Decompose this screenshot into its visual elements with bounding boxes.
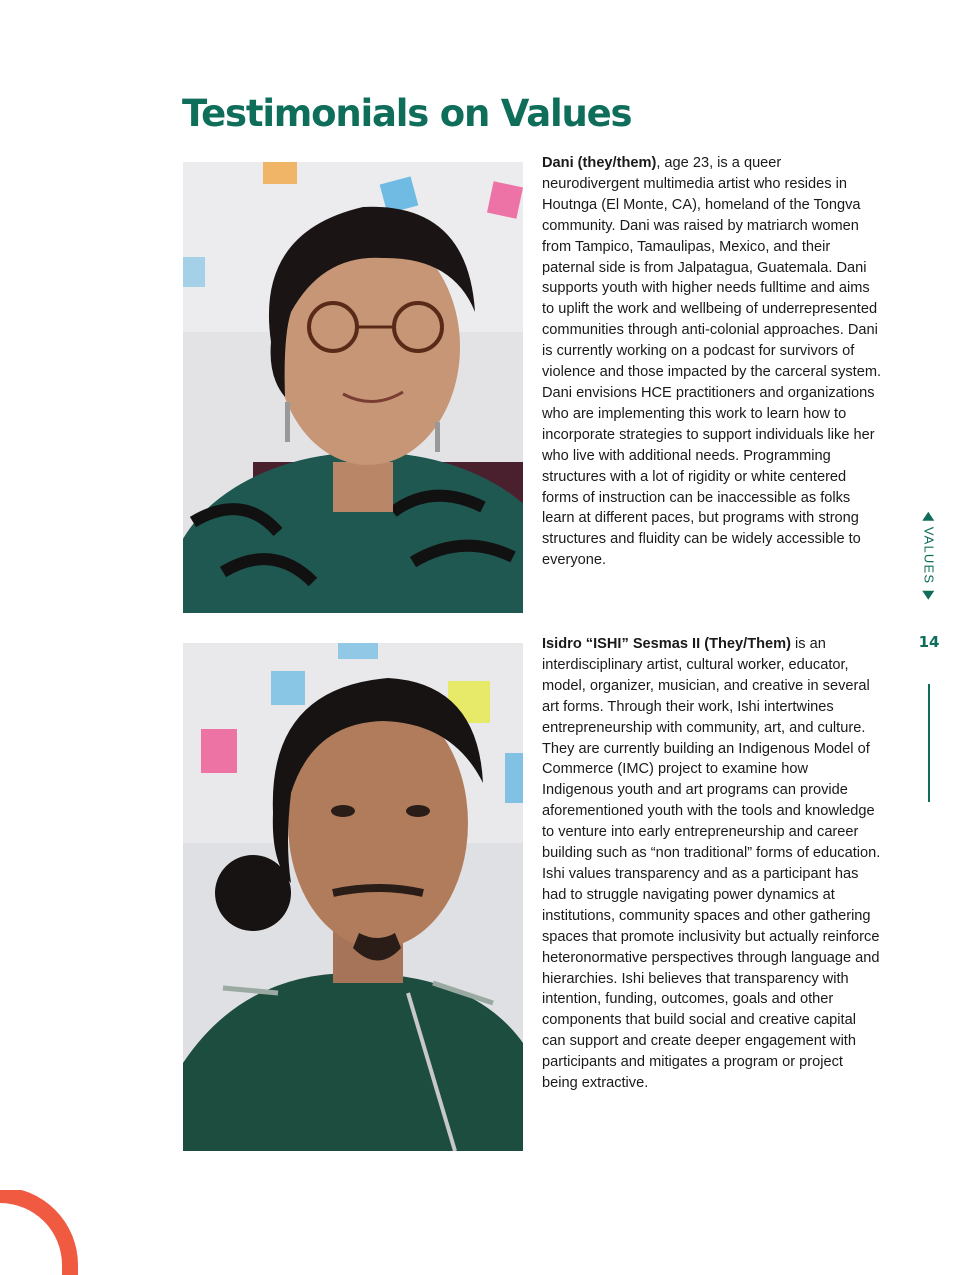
section-label (914, 526, 944, 584)
portrait-photo-dani (183, 162, 523, 613)
testimonial-bio-ishi (542, 634, 882, 1094)
page-title: Testimonials on Values (182, 92, 632, 135)
portrait-photo-ishi (183, 643, 523, 1151)
corner-arc-decoration (0, 1190, 90, 1275)
testimonial-text-ishi: is an interdisciplinary artist, cultural worker, educator, model, organizer, musician, and creative in several art forms. Through their work, Ishi intertwines entrepreneurship with community, art, and culture. They are currently building an Indigenous Model of Commerce (IMC) project to examine how Indigenous youth and art programs can provide aforementioned youth with the tools and knowledge to venture into early entrepreneurship and career building such as “non traditional” forms of education. Ishi values transparency and as a participant has had to struggle navigating power dynamics at institutions, community spaces and other gathering spaces that promote inclusivity but actually reinforce heteronormative perspectives through language and hierarchies. Ishi believes that transparency with intention, funding, outcomes, goals and other components that build social and creative capital can support and create deeper engagement with participants and mitigates a program or project being extractive. (542, 636, 881, 1092)
page-number: 14 (918, 633, 940, 651)
testimonial-text-dani: , age 23, is a queer neurodivergent multimedia artist who resides in Houtnga (El Monte, CA), homeland of the Tongva community. Dani was raised by matriarch women from Tampico, Tamaulipas, Mexico, and their paternal side is from Jalpatagua, Guatemala. Dani supports youth with higher needs fulltime and aims to uplift the work and wellbeing of underrepresented communities through anti-colonial approaches. Dani is currently working on a podcast for survivors of violence and those impacted by the carceral system. Dani envisions HCE practitioners and organizations who are implementing this work to learn how to incorporate strategies to support individuals like her who live with additional needs. Programming structures with a lot of rigidity or white centered forms of instruction can be inaccessible as folks learn at different paces, but programs with strong structures and fluidity can be widely accessible to everyone. (542, 155, 882, 569)
section-label-text: VALUES (921, 526, 937, 584)
triangle-left-icon (923, 511, 935, 520)
side-divider (928, 684, 930, 802)
testimonial-name-dani: Dani (they/them) (542, 155, 657, 171)
testimonial-bio-dani (542, 153, 882, 571)
triangle-right-icon (923, 590, 935, 599)
testimonial-name-ishi: Isidro “ISHI” Sesmas II (They/Them) (542, 636, 791, 652)
